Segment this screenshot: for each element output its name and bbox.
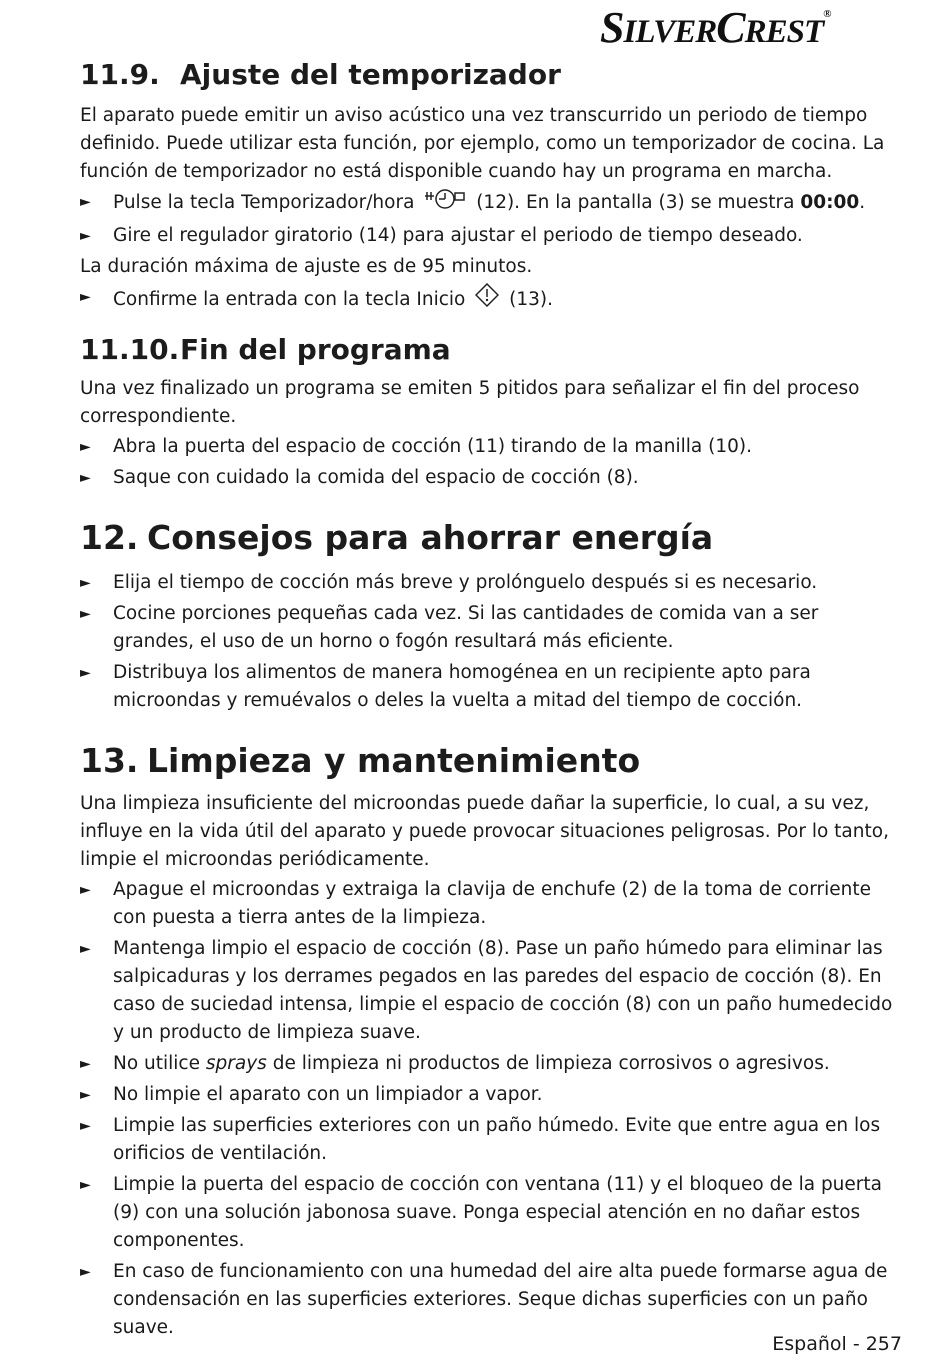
heading-13: 13. Limpieza y mantenimiento xyxy=(80,741,641,780)
list-item: ► Limpie las superficies exteriores con un paño húmedo. Evite que entre agua en los orificios de ventilación. xyxy=(80,1112,900,1168)
heading-11-10: 11.10. Fin del programa xyxy=(80,333,451,366)
paragraph: El aparato puede emitir un aviso acústico una vez transcurrido un periodo de tiempo definido. Puede utilizar esta función, por ejemplo, como un temporizador de cocina. La función de temporizador no está disponible cuando hay un programa en marcha. xyxy=(80,105,885,182)
list-item: ► Saque con cuidado la comida del espacio de cocción (8). xyxy=(80,464,900,492)
bullet-arrow-icon: ► xyxy=(80,1056,91,1072)
list-item: ► No utilice sprays de limpieza ni productos de limpieza corrosivos o agresivos. xyxy=(80,1050,900,1078)
start-diamond-icon xyxy=(475,283,499,316)
heading-11-9: 11.9. Ajuste del temporizador xyxy=(80,58,561,91)
bullet-arrow-icon: ► xyxy=(80,606,91,622)
paragraph: Una vez finalizado un programa se emiten 5 pitidos para señalizar el fin del proceso correspondiente. xyxy=(80,378,860,427)
bullet-arrow-icon: ► xyxy=(80,289,91,305)
list-item: ► Mantenga limpio el espacio de cocción (8). Pase un paño húmedo para eliminar las salpicaduras y los derrames pegados en las paredes del espacio de cocción (8). En caso de suciedad intensa, limpie el espacio de cocción (8) con un paño humedecido y un producto de limpieza suave. xyxy=(80,935,900,1047)
bullet-arrow-icon: ► xyxy=(80,1264,91,1280)
list-item: ► Abra la puerta del espacio de cocción (11) tirando de la manilla (10). xyxy=(80,433,900,461)
bullet-arrow-icon: ► xyxy=(80,1177,91,1193)
brand-logo: SILVERCREST® xyxy=(600,3,831,52)
bullet-arrow-icon: ► xyxy=(80,470,91,486)
list-item: ► Elija el tiempo de cocción más breve y prolónguelo después si es necesario. xyxy=(80,569,900,597)
list-item: ► Cocine porciones pequeñas cada vez. Si las cantidades de comida van a ser grandes, el uso de un horno o fogón resultará más eficiente. xyxy=(80,600,900,656)
bullet-arrow-icon: ► xyxy=(80,194,91,210)
bullet-arrow-icon: ► xyxy=(80,575,91,591)
bullet-arrow-icon: ► xyxy=(80,228,91,244)
bullet-arrow-icon: ► xyxy=(80,882,91,898)
list-item: ► No limpie el aparato con un limpiador a vapor. xyxy=(80,1081,900,1109)
page-footer: Español - 257 xyxy=(772,1333,902,1355)
list-item: ► En caso de funcionamiento con una humedad del aire alta puede formarse agua de condensación en las superficies exteriores. Seque dichas superficies con un paño suave. xyxy=(80,1258,900,1342)
list-item: ► Apague el microondas y extraiga la clavija de enchufe (2) de la toma de corriente con puesta a tierra antes de la limpieza. xyxy=(80,876,900,932)
page-content xyxy=(80,50,900,1345)
bullet-arrow-icon: ► xyxy=(80,439,91,455)
list-item: ► Confirme la entrada con la tecla Inicio (13). xyxy=(80,283,900,316)
timer-clock-icon xyxy=(424,188,466,219)
bullet-arrow-icon: ► xyxy=(80,1087,91,1103)
list-item: ► Limpie la puerta del espacio de cocción con ventana (11) y el bloqueo de la puerta (9) con una solución jabonosa suave. Ponga especial atención en no dañar estos componentes. xyxy=(80,1171,900,1255)
paragraph: La duración máxima de ajuste es de 95 minutos. xyxy=(80,256,533,277)
bullet-arrow-icon: ► xyxy=(80,941,91,957)
heading-12: 12. Consejos para ahorrar energía xyxy=(80,518,714,557)
list-item: ► Pulse la tecla Temporizador/hora (12). En la pantalla (3) se muestra 00:00. xyxy=(80,188,900,219)
list-item: ► Distribuya los alimentos de manera homogénea en un recipiente apto para microondas y remuévalos o deles la vuelta a mitad del tiempo de cocción. xyxy=(80,659,900,715)
bullet-arrow-icon: ► xyxy=(80,1118,91,1134)
paragraph: Una limpieza insuficiente del microondas puede dañar la superficie, lo cual, a su vez, influye en la vida útil del aparato y puede provocar situaciones peligrosas. Por lo tanto, limpie el microondas periódicamente. xyxy=(80,793,889,870)
bullet-arrow-icon: ► xyxy=(80,665,91,681)
list-item: ► Gire el regulador giratorio (14) para ajustar el periodo de tiempo deseado. xyxy=(80,222,900,250)
